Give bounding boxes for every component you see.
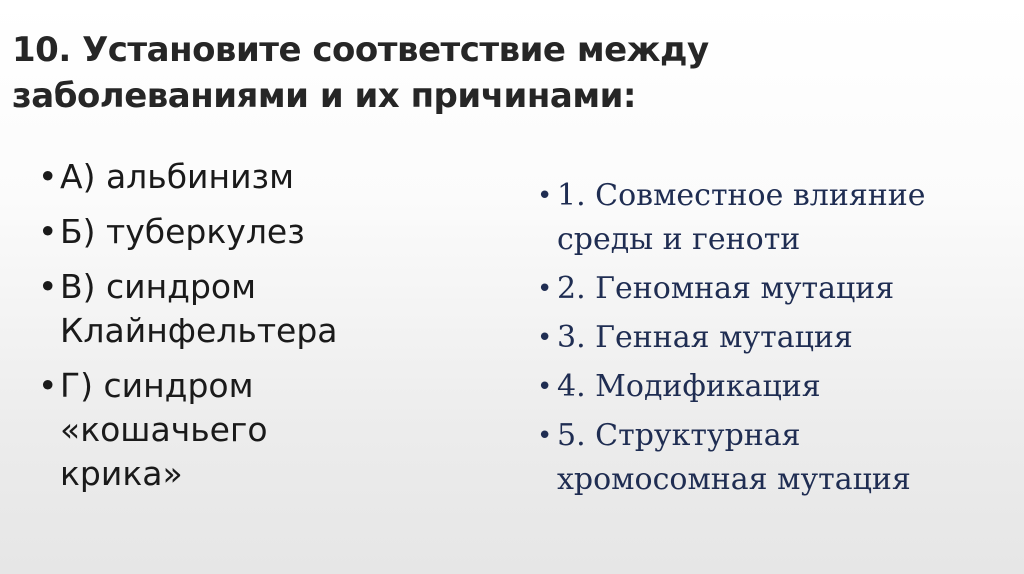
disease-a-line-1: А) альбинизм	[60, 157, 294, 196]
bullet-icon: •	[537, 421, 553, 451]
bullet-icon: •	[38, 212, 58, 251]
cause-1-line-2: среды и геноти	[557, 222, 801, 257]
bullet-icon: •	[537, 372, 553, 402]
cause-2-line-1: 2. Геномная мутация	[557, 271, 895, 306]
disease-b-line-1: Б) туберкулез	[60, 212, 305, 251]
disease-item-b	[38, 210, 398, 254]
bullet-icon: •	[537, 181, 553, 211]
disease-item-v	[38, 265, 398, 353]
bullet-icon: •	[38, 366, 58, 405]
cause-item-5	[537, 414, 1007, 502]
bullet-icon: •	[537, 274, 553, 304]
cause-5-line-2: хромосомная мутация	[557, 462, 911, 497]
disease-item-g	[38, 364, 398, 496]
slide-title	[12, 27, 1002, 119]
disease-v-line-2: Клайнфельтера	[60, 311, 338, 350]
cause-item-3	[537, 316, 1007, 360]
cause-item-4	[537, 365, 1007, 409]
diseases-list	[38, 155, 398, 507]
cause-item-1	[537, 174, 1007, 262]
cause-item-2	[537, 267, 1007, 311]
slide-title-line-2: заболеваниями и их причинами:	[12, 76, 637, 116]
disease-g-line-1: Г) синдром	[60, 366, 254, 405]
disease-item-a	[38, 155, 398, 199]
cause-5-line-1: 5. Структурная	[557, 418, 801, 453]
bullet-icon: •	[38, 267, 58, 306]
bullet-icon: •	[38, 157, 58, 196]
causes-list	[537, 174, 1007, 507]
cause-1-line-1: 1. Совместное влияние	[557, 178, 926, 213]
cause-3-line-1: 3. Генная мутация	[557, 320, 853, 355]
disease-g-line-3: крика»	[60, 454, 183, 493]
slide-title-line-1: 10. Установите соответствие между	[12, 30, 709, 70]
disease-g-line-2: «кошачьего	[60, 410, 268, 449]
cause-4-line-1: 4. Модификация	[557, 369, 821, 404]
disease-v-line-1: В) синдром	[60, 267, 257, 306]
bullet-icon: •	[537, 323, 553, 353]
